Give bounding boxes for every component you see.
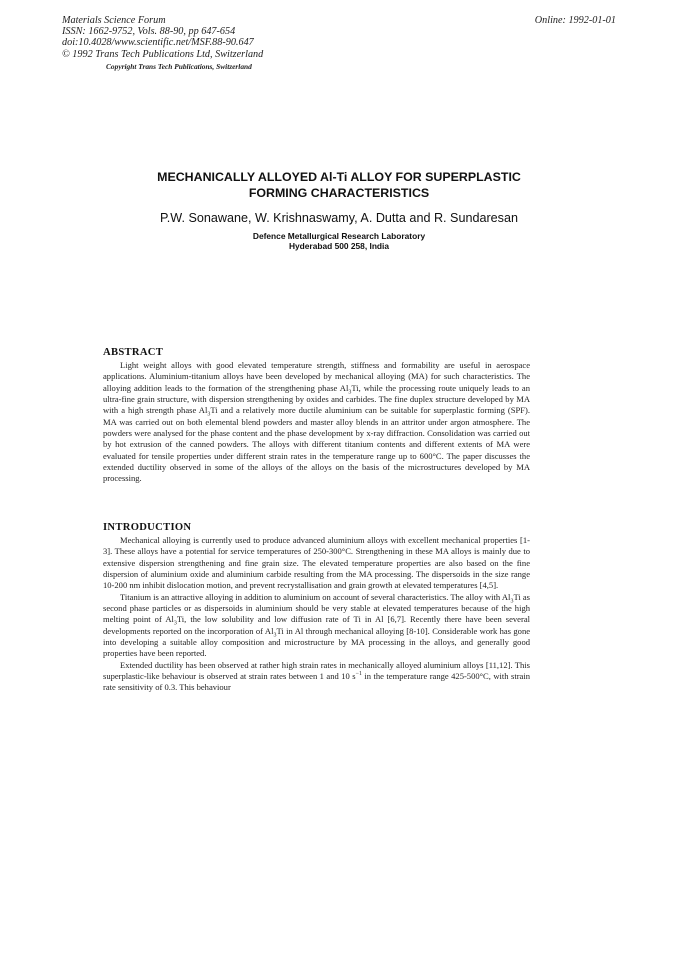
abstract-paragraph: Light weight alloys with good elevated temperature strength, stiffness and formability are useful in aerospace applications. Aluminium-titanium alloys have been developed by mechanical alloying (MA) for such characteristics. The alloying addition leads to the formation of the strengthening phase $Al_3Ti$, while the processing route uniquely leads to an ultra-fine grain structure, with dispersion strengthening by oxides and carbides. The fine duplex structure developed by MA with a high strength phase $Al_3Ti$ and a relatively more ductile aluminium can be suitable for superplastic forming (SPF). MA was carried out on both elemental blend powders and master alloy blends in an attritor under argon atmosphere. The powders were analysed for the phase content and the phase development by x-ray diffraction. Consolidation was carried out by hot extrusion of the canned powders. The alloys with different titanium contents and different extents of MA were evaluated for tensile properties under different strain rates in the temperature range up to 600°C. The paper discusses the extended ductility observed in some of the alloys of the alloys on the basis of the microstructures developed by MA processing. xyxy=(103,360,530,484)
abstract-heading: ABSTRACT xyxy=(103,347,164,358)
intro-paragraph-1: Mechanical alloying is currently used to produce advanced aluminium alloys with excellent mechanical properties [1-3]. These alloys have a potential for service temperatures of 250-300°C. Strengthening in these MA alloys is mainly due to extensive dispersion strengthening and fine grain size. The elevated temperature properties are also based on the fine dispersion of aluminium oxide and aluminium carbide resulting from the MA processing. The dispersoids in the size range 10-200 nm inhibit dislocation motion, and prevent recrystallisation and grain growth at elevated temperatures [4,5]. xyxy=(103,535,530,591)
publication-info xyxy=(62,15,263,72)
doi-line: doi:10.4028/www.scientific.net/MSF.88-90.647 xyxy=(62,37,254,49)
issn-line: ISSN: 1662-9752, Vols. 88-90, pp 647-654 xyxy=(62,26,236,38)
title-line-1: MECHANICALLY ALLOYED Al-Ti ALLOY FOR SUPERPLASTIC xyxy=(157,170,521,184)
paper-title xyxy=(100,169,578,201)
introduction-body xyxy=(103,535,530,694)
affiliation xyxy=(100,231,578,252)
affiliation-line-2: Hyderabad 500 258, India xyxy=(288,241,390,252)
affiliation-line-1: Defence Metallurgical Research Laboratory xyxy=(252,231,426,241)
copyright-line: © 1992 Trans Tech Publications Ltd, Switzerland xyxy=(62,48,264,60)
author-list: P.W. Sonawane, W. Krishnaswamy, A. Dutta and R. Sundaresan xyxy=(160,211,518,225)
intro-paragraph-3: Extended ductility has been observed at rather high strain rates in mechanically alloyed aluminium alloys [11,12]. This superplastic-like behaviour is observed at strain rates between 1 and 10 $s^{-1}$ in the temperature range 425-500°C, with strain rate sensitivity of 0.3. This behaviour xyxy=(103,659,530,693)
title-line-2: FORMING CHARACTERISTICS xyxy=(248,186,430,200)
online-date: Online: 1992-01-01 xyxy=(534,15,616,26)
copyright-notice: Copyright Trans Tech Publications, Switzerland xyxy=(106,61,252,71)
intro-paragraph-2: Titanium is an attractive alloying in addition to aluminium on account of several characteristics. The alloy with $Al_3Ti$ as second phase particles or as dispersoids in aluminium should be very stable at elevated temperatures because of the high melting point of $Al_3Ti$, the low solubility and low diffusion rate of Ti in Al [6,7]. Recently there have been several developments reported on the incorporation of $Al_3Ti$ in Al through mechanical alloying [8-10]. Considerable work has gone into developing a suitable alloy composition and microstructure by MA processing in the alloys, and generally good properties have been reported. xyxy=(103,591,531,659)
journal-name: Materials Science Forum xyxy=(62,15,166,26)
introduction-heading: INTRODUCTION xyxy=(103,522,192,533)
abstract-body xyxy=(103,360,530,485)
